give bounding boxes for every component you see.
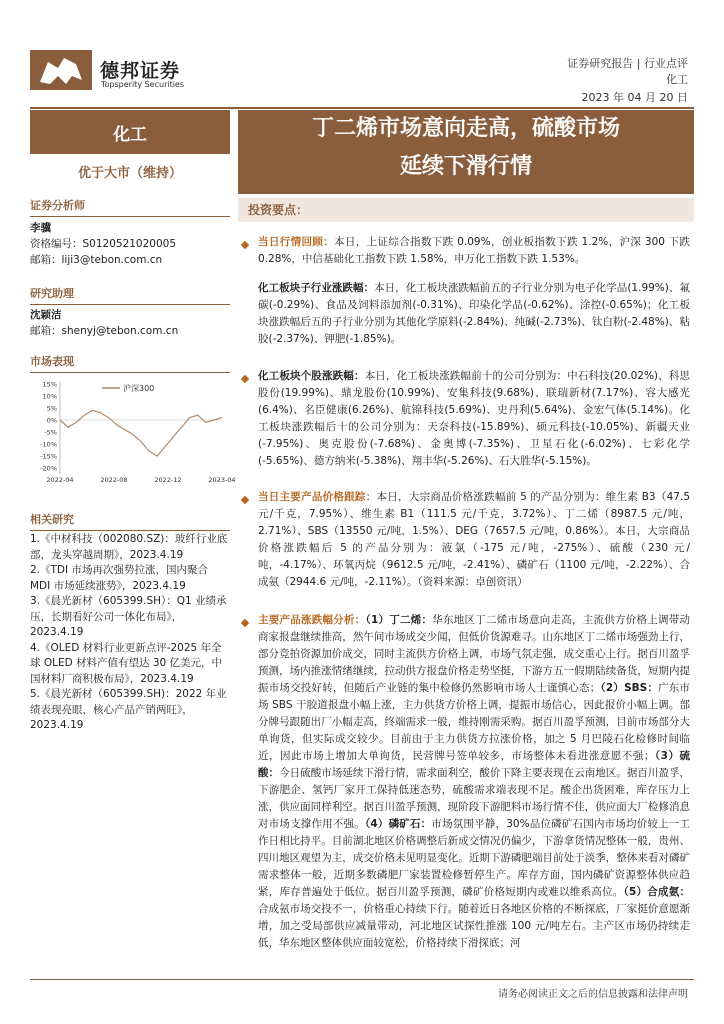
report-title [238,110,694,194]
sub-phosphate-rock: （4）磷矿石： [364,818,432,830]
x-tick-label: 2022-12 [154,476,182,484]
company-name-en: Topsperity Securities [101,80,185,89]
label-prices: 当日主要产品价格跟踪： [258,491,377,503]
legend-label-hs300: 沪深300 [123,384,155,393]
y-tick-label: 15% [42,380,57,389]
series-line-hs300 [60,410,222,456]
text-sbs: 广东市场 SBS 干胶道报盘小幅上涨，主力供货方价格上调，提振市场信心，因此报价小幅上调。部分牌号跟随出厂小幅走高，终端需求一般，维持刚需采购。据百川盈孚预测，目前市场部分大单询货，但实际成交较少。目前由于主力供货方拉涨价格，加之 5 月巴陵石化检修时间临近，因此市场上增加大单询货，民营牌号签单较多，市场整体未看进涨意愿不强； [258,682,691,762]
y-tick-label: 10% [42,392,57,401]
company-logo [30,50,92,90]
x-tick-label: 2022-04 [46,476,74,484]
related-item[interactable]: 3.《晨光新材（605399.SH）：Q1 业绩承压，长期看好公司一体化布局》，2023.4.19 [30,595,227,638]
title-line-1: 丁二烯市场意向走高，硫酸市场 [311,116,620,141]
text-stocks: 本日，化工板块涨跌幅前十的公司分别为：中石科技(20.02%)、科思股份(19.99%)、鼎龙股份(10.99%)、安集科技(9.68%)、联瑞新材(7.17%)、容大感光(6.4%)、名臣健康(6.26%)、航锦科技(5.69%)、史丹利(5.64%)、金宏气体(5.14%)。化工板块涨跌幅后十的公司分别为：天奈科技(-15.89%)、硕元科技(-10.05%)、新疆天业(-7.95%)、奥克股份(-7.68%)、金奥博(-7.35%)、卫星石化(-6.02%)、七彩化学(-5.65%)、德方纳米(-5.38%)、翔丰华(-5.26%)、石大胜华(-5.15%)。 [258,370,691,467]
company-name-cn: 德邦证券 [100,60,181,82]
x-axis-ticks [46,476,235,484]
sector-label: 化工 [30,110,230,154]
sub-sulfuric-acid: （3）硫酸： [258,750,690,779]
related-item[interactable]: 4.《OLED 材料行业更新点评-2025 年全球 OLED 材料产值有望达 30 亿美元，中国材料厂商积极布局》，2023.4.19 [30,641,223,685]
report-type: 证券研究报告 | 行业点评 [567,57,688,70]
y-tick-label: 5% [46,404,57,413]
sub-butadiene: （1）丁二烯： [365,614,433,626]
market-heading: 市场表现 [30,352,230,373]
paragraph-market-review [258,234,690,268]
market-performance-chart [30,378,236,490]
header-divider [30,107,694,109]
assistant-email[interactable]: 邮箱：shenyj@tebon.com.cn [30,325,179,337]
y-tick-label: -15% [40,452,57,461]
text-sulfuric-acid: 今日硫酸市场延续下滑行情，需求面利空，酸价下降主要表现在云南地区。据百川盈孚，下游肥企、氢钙厂家开工保持低迷态势，硫酸需求端表现不足。酸企出货困难，库存压力上涨，供应面同样利空。据百川盈孚预测，现阶段下游肥料市场行情不佳，供应面大厂检修消息对市场支撑作用不强。 [258,767,691,830]
footer-divider [30,979,694,980]
paragraph-subindustry [258,280,690,348]
y-tick-label: 0% [46,416,57,425]
analyst-heading: 证券分析师 [30,196,230,217]
text-butadiene: 华东地区丁二烯市场意向走高，主流供方价格上调带动商家报盘继续推高，然午间市场成交少闻，但低价货源难寻。山东地区丁二烯市场强劲上行，部分竞拍资源加价成交，同时主流供方价格上调，市场气氛走强，成交重心上行。据百川盈孚预测，场内推涨情绪继续，拉动供方报盘价格走势坚挺，下游方五一假期陆续备货，短期内提振市场交投好转，但随后产业链的集中检修仍然影响市场人士谨慎心态； [258,614,690,694]
text-market-review: 本日，上证综合指数下跌 0.09%，创业板指数下跌 1.2%，沪深 300 下跌 0.28%，中信基础化工指数下跌 1.58%，申万化工指数下跌 1.53%。 [258,236,690,265]
title-line-2: 延续下滑行情 [399,154,532,179]
label-analysis: 主要产品涨跌幅分析： [258,614,366,626]
sub-ammonia: （5）合成氨： [623,886,690,898]
bullet-icon [241,375,249,383]
investment-points-heading: 投资要点： [238,198,694,222]
x-tick-label: 2022-08 [100,476,128,484]
y-tick-label: -20% [40,464,57,473]
y-axis-ticks [40,381,57,473]
label-market-review: 当日行情回顾： [258,236,335,248]
analyst-email[interactable]: 邮箱：liji3@tebon.com.cn [30,254,163,266]
text-subindustry: 本日，化工板块涨跌幅前五的子行业分别为电子化学品(1.99%)、氟碳(-0.29%)、食品及饲料添加剂(-0.31%)、印染化学品(-0.62%)、涂控(-0.65%)；化工板块涨跌幅后五的子行业分别为其他化学原料(-2.84%)、纯碱(-2.73%)、钛白粉(-2.48%)、粘胶(-2.37%)、钾肥(-1.85%)。 [258,282,690,345]
related-research-list [30,532,230,734]
bullet-icon [241,496,249,504]
paragraph-analysis [258,612,690,952]
text-prices: 本日，大宗商品价格涨跌幅前 5 的产品分别为：维生素 B3（47.5 元/千克，7.95%）、维生素 B1（111.5 元/千克，3.72%）、丁二烯（8987.5 元/吨，2.71%）、SBS（13550 元/吨，1.5%）、DEG（7657.5 元/吨，0.86%）。本日，大宗商品价格涨跌幅后 5 的产品分别为：液氯（-175 元/吨，-275%）、硫酸（230 元/吨，-4.17%）、环氧丙烷（9612.5 元/吨，-2.41%）、磷矿石（1100 元/吨，-2.22%）、合成氨（2944.6 元/吨，-2.11%）。（资料来源：卓创资讯） [258,491,691,588]
paragraph-prices [258,489,690,591]
rating: 优于大市（维持） [77,166,182,181]
assistant-name: 沈颖洁 [30,309,62,321]
y-tick-label: -5% [44,428,57,437]
label-subindustry: 化工板块子行业涨跌幅： [258,282,375,294]
y-tick-label: -10% [40,440,57,449]
report-industry: 化工 [666,73,688,86]
report-date: 2023 年 04 月 20 日 [581,91,688,104]
related-item[interactable]: 2.《TDI 市场再次强势拉涨，国内聚合 MDI 市场延续涨势》，2023.4.19 [30,564,208,592]
related-item[interactable]: 1.《中材科技（002080.SZ)：玻纤行业底部，龙头穿越周期》，2023.4.19 [30,533,228,561]
bullet-icon [241,619,249,627]
footer-disclaimer[interactable]: 请务必阅读正文之后的信息披露和法律声明 [498,989,688,1000]
text-ammonia: 合成氨市场交投不一，价格重心持续下行。随着近日各地区价格的不断探底，厂家挺价意愿渐增，加之受局部供应减量带动，河北地区试探性推涨 100 元/吨左右。主产区市场仍持续走低，华东地区整体供应面较宽松，价格持续下滑探底；河 [258,903,690,949]
analyst-name: 李骥 [30,222,51,234]
analyst-cert: 资格编号：S0120521020005 [30,238,177,250]
x-tick-label: 2023-04 [208,476,236,484]
bullet-icon [241,241,249,249]
paragraph-stocks [258,368,690,470]
related-item[interactable]: 5.《晨光新材（605399.SH)：2022 年业绩表现亮眼，核心产品产销两旺》，2023.4.19 [30,688,227,731]
related-heading: 相关研究 [30,510,230,531]
label-stocks: 化工板块个股涨跌幅： [258,370,365,382]
assistant-heading: 研究助理 [30,284,230,305]
sub-sbs: （2）SBS： [600,682,659,694]
text-phosphate-rock: 市场氛围平静，30%品位磷矿石国内市场均价较上一工作日相比持平。目前湖北地区价格调整后新成交情况仍偏少，下游拿货情况整体一般，贵州、四川地区观望为主，成交价格未见明显变化。近期下游磷肥端目前处于淡季，整体来看对磷矿需求整体一般，近期多数磷肥厂家装置检修暂停生产。库存方面，国内磷矿资源整体供应趋紧，库存普遍处于低位。据百川盈孚预测，磷矿价格短期内或难以维系高位。 [258,818,690,898]
